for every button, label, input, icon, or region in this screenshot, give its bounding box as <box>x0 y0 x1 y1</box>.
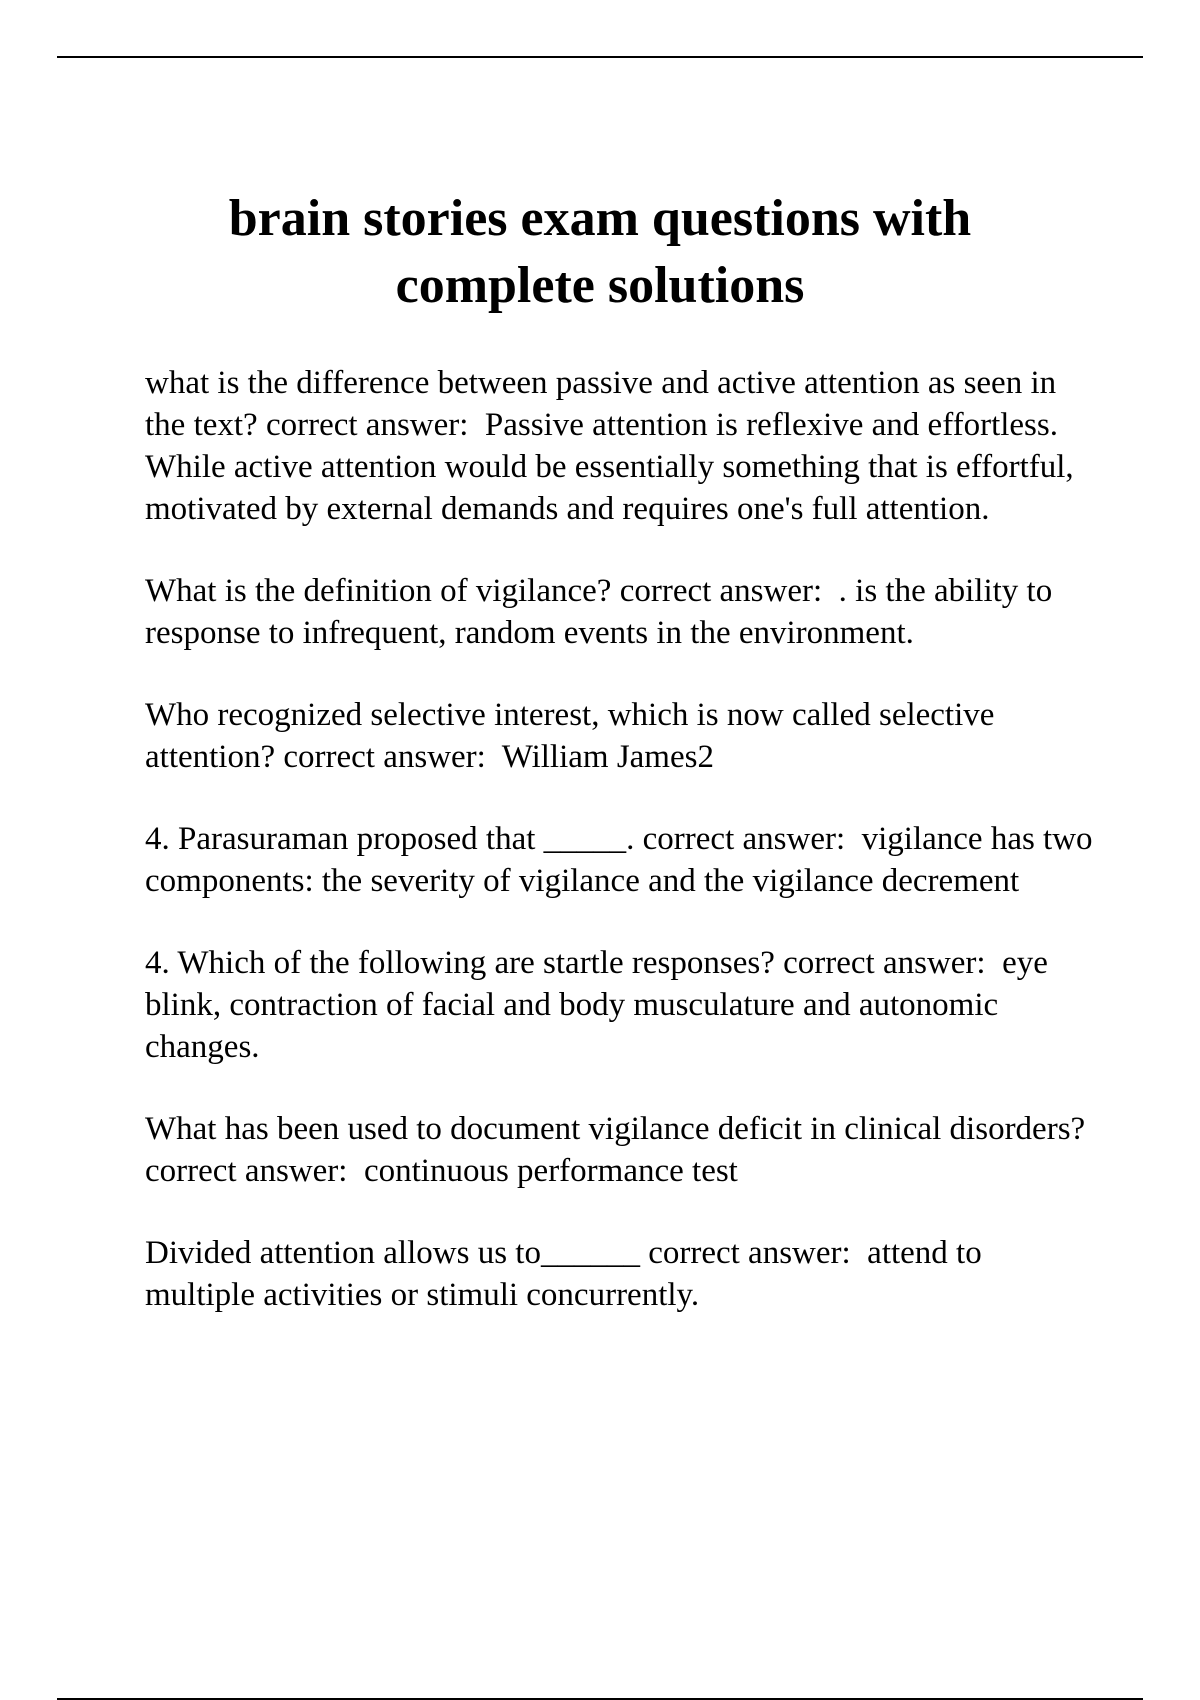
question-text: Divided attention allows us to______ <box>145 1235 640 1271</box>
answer-text: William James2 <box>501 739 714 775</box>
qa-entry-4 <box>145 818 1101 902</box>
qa-entry-7 <box>145 1232 1095 1316</box>
qa-entry-3 <box>145 694 1095 778</box>
answer-label: correct answer: <box>145 1153 348 1189</box>
top-rule <box>57 56 1143 58</box>
question-text: 4. Which of the following are startle responses? <box>145 945 775 981</box>
answer-text: continuous performance test <box>363 1153 738 1189</box>
answer-label: correct answer: <box>265 407 469 443</box>
answer-text: eye blink, contraction of facial and body musculature and autonomic changes. <box>145 945 1057 1065</box>
answer-label: correct answer: <box>642 821 846 857</box>
answer-text: Passive attention is reflexive and effortless. While active attention would be essentially something that is effortful, motivated by external demands and requires one's full attention. <box>145 407 1082 527</box>
title-line-1: brain stories exam questions with <box>228 190 972 247</box>
answer-label: correct answer: <box>619 573 823 609</box>
answer-text: attend to multiple activities or stimuli concurrently. <box>145 1235 990 1313</box>
qa-entry-2 <box>145 570 1095 654</box>
qa-list <box>145 362 1101 1356</box>
answer-label: correct answer: <box>283 739 486 775</box>
answer-label: correct answer: <box>648 1235 851 1271</box>
document-title <box>100 185 1100 319</box>
answer-text: vigilance has two components: the severity of vigilance and the vigilance decrement <box>145 821 1101 899</box>
answer-label: correct answer: <box>783 945 986 981</box>
question-text: what is the difference between passive and active attention as seen in the text? <box>145 365 1065 443</box>
question-text: What has been used to document vigilance deficit in clinical disorders? <box>145 1111 1086 1147</box>
question-text: 4. Parasuraman proposed that _____. <box>145 821 635 857</box>
qa-entry-5 <box>145 942 1095 1068</box>
qa-entry-6 <box>145 1108 1095 1192</box>
answer-text: . is the ability to response to infrequent, random events in the environment. <box>145 573 1061 651</box>
title-line-2: complete solutions <box>395 257 805 314</box>
question-text: What is the definition of vigilance? <box>145 573 612 609</box>
qa-entry-1 <box>145 362 1095 530</box>
question-text: Who recognized selective interest, which is now called selective attention? <box>145 697 1003 775</box>
